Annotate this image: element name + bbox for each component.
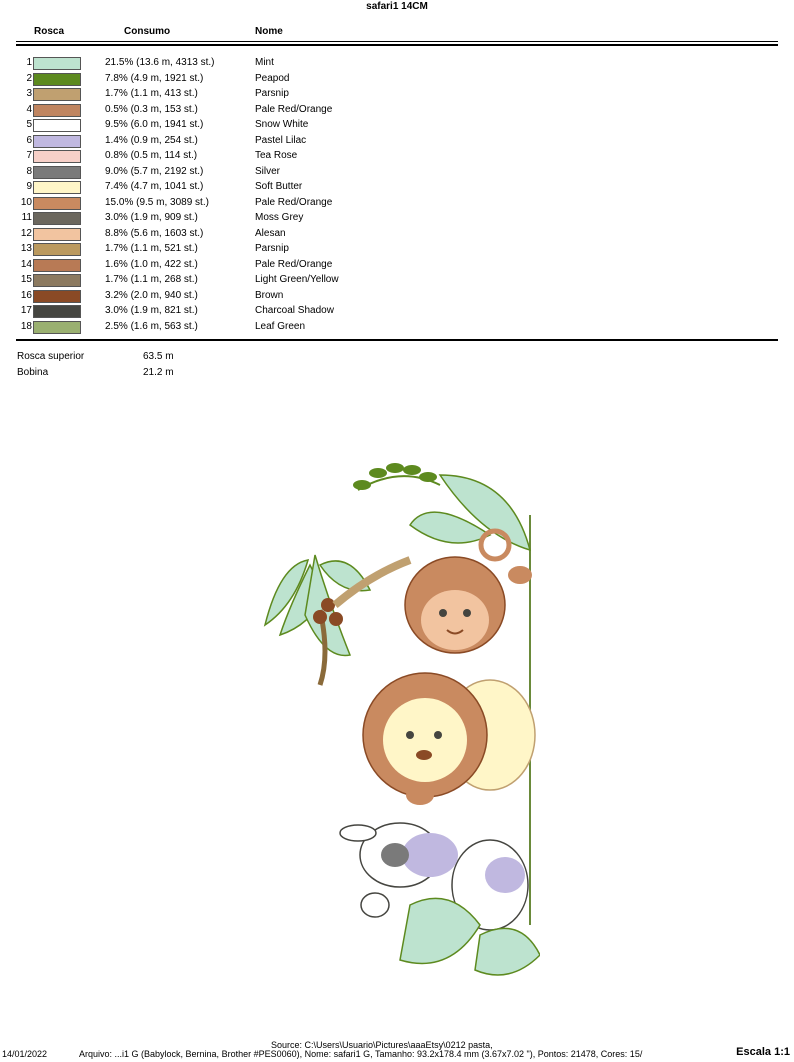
thread-color-swatch bbox=[33, 104, 81, 117]
thread-consumption: 0.5% (0.3 m, 153 st.) bbox=[105, 103, 198, 115]
top-vine-leaves bbox=[353, 463, 440, 490]
thread-consumption: 7.8% (4.9 m, 1921 st.) bbox=[105, 72, 204, 84]
summary-upper-value: 63.5 m bbox=[143, 351, 174, 362]
thread-color-swatch bbox=[33, 259, 81, 272]
thread-name: Pale Red/Orange bbox=[255, 196, 333, 208]
thread-color-swatch bbox=[33, 181, 81, 194]
thread-consumption: 0.8% (0.5 m, 114 st.) bbox=[105, 150, 198, 161]
thread-row bbox=[16, 289, 616, 304]
thread-name: Charcoal Shadow bbox=[255, 305, 334, 316]
thread-color-swatch bbox=[33, 228, 81, 241]
thread-consumption: 9.5% (6.0 m, 1941 st.) bbox=[105, 119, 204, 130]
thread-name: Light Green/Yellow bbox=[255, 274, 339, 285]
thread-consumption: 3.2% (2.0 m, 940 st.) bbox=[105, 289, 198, 301]
thread-number: 3 bbox=[26, 88, 32, 99]
thread-name: Pale Red/Orange bbox=[255, 103, 333, 115]
thread-row bbox=[16, 149, 616, 164]
thread-row bbox=[16, 211, 616, 226]
thread-number: 7 bbox=[26, 150, 32, 161]
summary-bobbin-value: 21.2 m bbox=[143, 367, 174, 378]
thread-color-swatch bbox=[33, 212, 81, 225]
thread-number: 16 bbox=[20, 289, 32, 301]
thread-name: Pastel Lilac bbox=[255, 134, 307, 146]
lion bbox=[363, 673, 535, 805]
monkey bbox=[405, 531, 532, 653]
thread-row bbox=[16, 103, 616, 118]
thread-row bbox=[16, 118, 616, 133]
thread-consumption: 7.4% (4.7 m, 1041 st.) bbox=[105, 181, 204, 192]
thread-consumption: 8.8% (5.6 m, 1603 st.) bbox=[105, 227, 204, 239]
thread-number: 9 bbox=[26, 181, 32, 192]
thread-color-swatch bbox=[33, 243, 81, 256]
thread-name: Pale Red/Orange bbox=[255, 258, 333, 270]
footer-source: Source: C:\Users\Usuario\Pictures\aaaEtsy\0212 pasta, bbox=[271, 1040, 493, 1050]
summary-upper-label: Rosca superior bbox=[17, 351, 85, 362]
thread-name: Silver bbox=[255, 165, 281, 177]
thread-name: Snow White bbox=[255, 119, 309, 130]
thread-number: 12 bbox=[20, 227, 32, 239]
thread-consumption: 15.0% (9.5 m, 3089 st.) bbox=[105, 196, 209, 208]
thread-name: Leaf Green bbox=[255, 320, 306, 332]
thread-consumption: 9.0% (5.7 m, 2192 st.) bbox=[105, 165, 204, 177]
thread-name: Soft Butter bbox=[255, 181, 303, 192]
thread-number: 18 bbox=[20, 320, 32, 332]
thread-color-swatch bbox=[33, 135, 81, 148]
thread-color-swatch bbox=[33, 166, 81, 179]
thread-row bbox=[16, 72, 616, 87]
thread-number: 17 bbox=[20, 305, 32, 316]
header-rosca: Rosca bbox=[34, 26, 65, 37]
thread-color-swatch bbox=[33, 57, 81, 70]
thread-color-swatch bbox=[33, 119, 81, 132]
thread-number: 11 bbox=[21, 212, 32, 223]
thread-row bbox=[16, 320, 616, 335]
thread-color-swatch bbox=[33, 197, 81, 210]
scale-label: Escala 1:1 bbox=[736, 1046, 790, 1058]
thread-name: Parsnip bbox=[255, 88, 289, 99]
thread-row bbox=[16, 56, 616, 71]
thread-number: 14 bbox=[20, 258, 32, 270]
summary-bobbin-label: Bobina bbox=[17, 367, 49, 378]
palm-tree bbox=[265, 555, 370, 685]
table-bottom-rule bbox=[16, 339, 778, 341]
thread-number: 13 bbox=[20, 243, 32, 254]
thread-consumption: 2.5% (1.6 m, 563 st.) bbox=[105, 320, 198, 332]
thread-name: Brown bbox=[255, 289, 284, 301]
thread-consumption: 1.7% (1.1 m, 268 st.) bbox=[105, 274, 198, 285]
thread-name: Parsnip bbox=[255, 243, 289, 254]
thread-consumption: 1.6% (1.0 m, 422 st.) bbox=[105, 258, 198, 270]
thread-consumption: 21.5% (13.6 m, 4313 st.) bbox=[105, 57, 215, 68]
thread-row bbox=[16, 258, 616, 273]
thread-name: Alesan bbox=[255, 227, 286, 239]
thread-color-swatch bbox=[33, 305, 81, 318]
thread-name: Mint bbox=[255, 57, 274, 68]
thread-color-swatch bbox=[33, 73, 81, 86]
thread-row bbox=[16, 273, 616, 288]
thread-color-swatch bbox=[33, 150, 81, 163]
thread-color-swatch bbox=[33, 274, 81, 287]
thread-name: Moss Grey bbox=[255, 212, 304, 223]
thread-consumption: 1.4% (0.9 m, 254 st.) bbox=[105, 134, 198, 146]
thread-number: 2 bbox=[26, 72, 32, 84]
thread-color-swatch bbox=[33, 88, 81, 101]
thread-row bbox=[16, 180, 616, 195]
header-nome: Nome bbox=[255, 26, 283, 37]
thread-row bbox=[16, 134, 616, 149]
thread-consumption: 3.0% (1.9 m, 821 st.) bbox=[105, 305, 198, 316]
footer-info: Arquivo: ...i1 G (Babylock, Bernina, Brother #PES0060), Nome: safari1 G, Tamanho: 93.2x178.4 mm (3.67x7.02 "), Pontos: 21478, Cores: 15/ bbox=[79, 1049, 643, 1059]
thread-name: Peapod bbox=[255, 72, 290, 84]
thread-name: Tea Rose bbox=[255, 150, 298, 161]
thread-number: 5 bbox=[26, 119, 32, 130]
header-rule-thick bbox=[16, 44, 778, 46]
thread-consumption: 3.0% (1.9 m, 909 st.) bbox=[105, 212, 198, 223]
thread-consumption: 1.7% (1.1 m, 521 st.) bbox=[105, 243, 198, 254]
thread-color-swatch bbox=[33, 321, 81, 334]
thread-number: 1 bbox=[26, 57, 32, 68]
thread-row bbox=[16, 165, 616, 180]
thread-row bbox=[16, 242, 616, 257]
thread-number: 6 bbox=[26, 134, 32, 146]
top-right-leaves bbox=[410, 475, 530, 550]
footer-date: 14/01/2022 bbox=[2, 1049, 48, 1059]
thread-row bbox=[16, 304, 616, 319]
thread-number: 4 bbox=[26, 103, 32, 115]
thread-consumption: 1.7% (1.1 m, 413 st.) bbox=[105, 88, 198, 99]
embroidery-design-image bbox=[250, 455, 540, 990]
thread-number: 8 bbox=[26, 165, 32, 177]
thread-row bbox=[16, 196, 616, 211]
thread-color-swatch bbox=[33, 290, 81, 303]
thread-row bbox=[16, 227, 616, 242]
thread-row bbox=[16, 87, 616, 102]
header-consumo: Consumo bbox=[124, 26, 171, 37]
header-rule-thin bbox=[16, 41, 778, 42]
thread-number: 10 bbox=[20, 196, 32, 208]
page-title: safari1 14CM bbox=[366, 1, 428, 12]
thread-number: 15 bbox=[20, 274, 32, 285]
